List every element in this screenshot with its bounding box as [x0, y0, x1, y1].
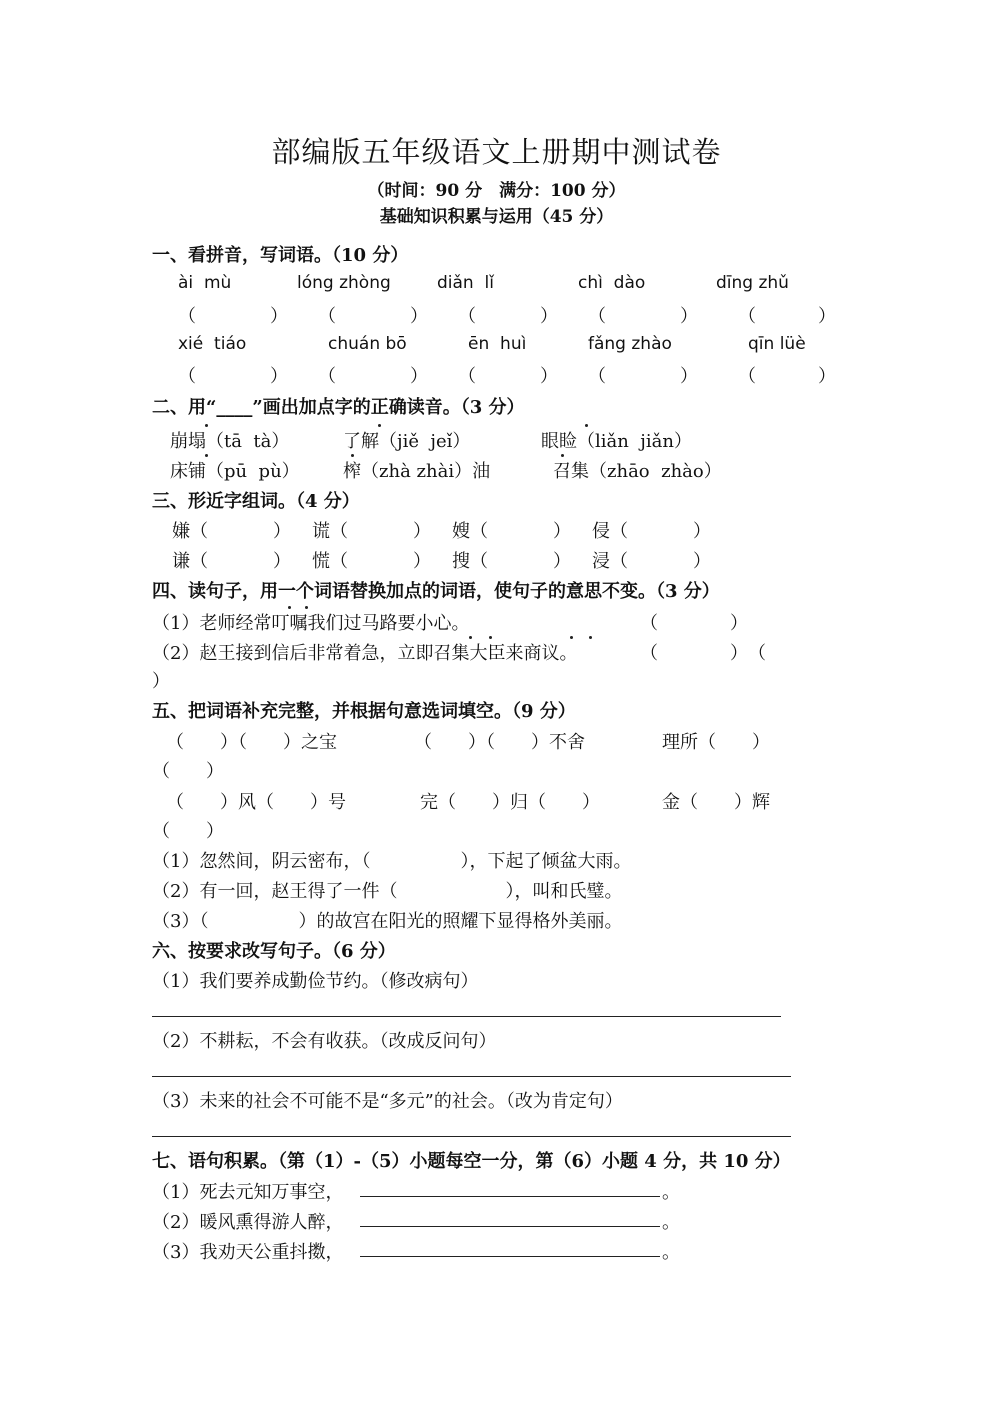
pinyin-item: chuán bō — [328, 334, 407, 354]
idiom-item-wrap: （ ） — [152, 821, 224, 842]
pinyin-item: xié tiáo — [178, 334, 247, 354]
section-3-heading: 三、形近字组词。（4 分） — [152, 491, 360, 512]
word-group-item: 侵（ — [592, 521, 628, 542]
answer-paren-open: （ — [588, 306, 606, 327]
section-6-heading: 六、按要求改写句子。（6 分） — [152, 941, 396, 962]
fill-blank-line — [360, 1196, 660, 1197]
answer-paren-close: ） — [818, 306, 836, 327]
pinyin-item: qīn lüè — [748, 334, 806, 354]
emphasis-dot — [378, 424, 381, 427]
answer-blank: （ ） — [640, 613, 748, 634]
answer-paren-close: ） — [680, 366, 698, 387]
emphasis-dot — [288, 606, 291, 609]
answer-blank-wrap: ） — [152, 671, 170, 692]
word-group-item: 嫂（ — [452, 521, 488, 542]
question-5-1: （1）忽然间，阴云密布，（ ），下起了倾盆大雨。 — [152, 851, 632, 872]
word-group-item: 浸（ — [592, 551, 628, 572]
page-title: 部编版五年级语文上册期中测试卷 — [271, 135, 722, 169]
section-7-heading: 七、语句积累。（第（1）-（5）小题每空一分，第（6）小题 4 分，共 10 分） — [152, 1151, 791, 1172]
answer-paren-close: ） — [270, 366, 288, 387]
word-group-item: 嫌（ — [172, 521, 208, 542]
word-group-item: 谎（ — [312, 521, 348, 542]
sentence-end: 。 — [662, 1182, 680, 1203]
part-title: 基础知识积累与运用（45 分） — [379, 207, 614, 227]
time-score: （时间：90 分 满分：100 分） — [367, 181, 626, 201]
answer-paren-open: （ — [318, 306, 336, 327]
answer-paren-open: （ — [738, 306, 756, 327]
answer-paren-close: ） — [818, 366, 836, 387]
section-5-heading: 五、把词语补充完整，并根据句意选词填空。（9 分） — [152, 701, 576, 722]
pinyin-item: dīng zhǔ — [716, 273, 789, 293]
reading-choice: 榨（zhà zhài）油 — [343, 461, 491, 482]
pinyin-item: diǎn lǐ — [437, 273, 494, 293]
emphasis-dot — [585, 424, 588, 427]
question-4-1: （1）老师经常叮嘱我们过马路要小心。 — [152, 613, 470, 634]
answer-paren-open: （ — [458, 306, 476, 327]
idiom-item: （ ）（ ）之宝 — [166, 732, 337, 753]
reading-choice: 召集（zhāo zhào） — [553, 461, 722, 482]
word-group-item: 慌（ — [312, 551, 348, 572]
answer-paren-close: ） — [410, 306, 428, 327]
word-group-item: 谦（ — [172, 551, 208, 572]
answer-paren-open: （ — [178, 306, 196, 327]
idiom-item: （ ）风（ ）号 — [166, 792, 346, 813]
question-7-1: （1）死去元知万事空， — [152, 1182, 344, 1203]
idiom-item: （ ）（ ）不舍 — [414, 732, 585, 753]
question-5-3: （3）（ ）的故宫在阳光的照耀下显得格外美丽。 — [152, 911, 623, 932]
word-group-close: ） — [553, 521, 571, 542]
emphasis-dot — [489, 636, 492, 639]
emphasis-dot — [589, 636, 592, 639]
answer-paren-close: ） — [270, 306, 288, 327]
reading-choice: 床铺（pū pù） — [170, 461, 300, 482]
answer-paren-close: ） — [540, 306, 558, 327]
word-group-close: ） — [273, 551, 291, 572]
answer-blank: （ ） （ — [640, 643, 766, 664]
emphasis-dot — [205, 454, 208, 457]
idiom-item: 完（ ）归（ ） — [420, 792, 600, 813]
pinyin-item: fǎng zhào — [588, 334, 672, 354]
idiom-item: 理所（ ） — [662, 732, 770, 753]
idiom-item-wrap: （ ） — [152, 761, 224, 782]
question-6-3: （3）未来的社会不可能不是“多元”的社会。（改为肯定句） — [152, 1091, 623, 1112]
question-5-2: （2）有一回，赵王得了一件（ ），叫和氏璧。 — [152, 881, 623, 902]
answer-paren-close: ） — [410, 366, 428, 387]
word-group-close: ） — [413, 551, 431, 572]
pinyin-item: ài mù — [178, 273, 232, 293]
sentence-end: 。 — [662, 1242, 680, 1263]
section-4-heading: 四、读句子，用一个词语替换加点的词语，使句子的意思不变。（3 分） — [152, 581, 720, 602]
answer-paren-open: （ — [458, 366, 476, 387]
answer-paren-open: （ — [738, 366, 756, 387]
section-2-heading: 二、用“____”画出加点字的正确读音。（3 分） — [152, 397, 525, 418]
question-7-2: （2）暖风熏得游人醉， — [152, 1212, 344, 1233]
answer-paren-open: （ — [588, 366, 606, 387]
pinyin-item: ēn huì — [468, 334, 527, 354]
answer-paren-close: ） — [540, 366, 558, 387]
reading-choice: 眼睑（liǎn jiǎn） — [541, 431, 692, 452]
fill-blank-line — [360, 1226, 660, 1227]
fill-blank-line — [360, 1256, 660, 1257]
answer-paren-close: ） — [680, 306, 698, 327]
question-6-1: （1）我们要养成勤俭节约。（修改病句） — [152, 971, 479, 992]
reading-choice: 了解（jiě jeǐ） — [343, 431, 471, 452]
pinyin-item: chì dào — [578, 273, 646, 293]
word-group-close: ） — [693, 551, 711, 572]
answer-paren-open: （ — [178, 366, 196, 387]
word-group-close: ） — [693, 521, 711, 542]
reading-choice: 崩塌（tā tà） — [170, 431, 290, 452]
word-group-close: ） — [413, 521, 431, 542]
answer-line — [152, 1016, 781, 1017]
word-group-close: ） — [273, 521, 291, 542]
emphasis-dot — [561, 454, 564, 457]
emphasis-dot — [469, 636, 472, 639]
word-group-close: ） — [553, 551, 571, 572]
answer-line — [152, 1076, 791, 1077]
idiom-item: 金（ ）辉 — [662, 792, 770, 813]
section-1-heading: 一、看拼音，写词语。（10 分） — [152, 245, 409, 266]
pinyin-item: lóng zhòng — [297, 273, 391, 293]
emphasis-dot — [205, 424, 208, 427]
emphasis-dot — [351, 454, 354, 457]
question-6-2: （2）不耕耘，不会有收获。（改成反问句） — [152, 1031, 497, 1052]
answer-line — [152, 1136, 791, 1137]
emphasis-dot — [305, 606, 308, 609]
answer-paren-open: （ — [318, 366, 336, 387]
sentence-end: 。 — [662, 1212, 680, 1233]
word-group-item: 搜（ — [452, 551, 488, 572]
emphasis-dot — [570, 636, 573, 639]
question-4-2: （2）赵王接到信后非常着急，立即召集大臣来商议。 — [152, 643, 578, 664]
question-7-3: （3）我劝天公重抖擞， — [152, 1242, 344, 1263]
